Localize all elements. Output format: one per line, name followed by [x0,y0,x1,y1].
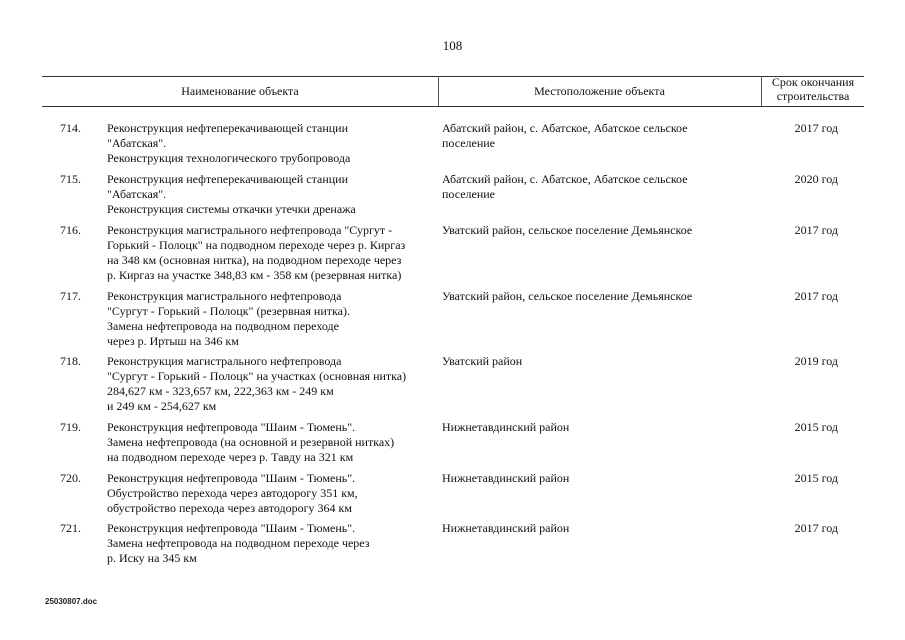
completion-year: 2020 год [794,172,838,186]
object-name-line: и 249 км - 254,627 км [107,399,217,413]
row-number: 718. [60,354,81,368]
completion-year: 2017 год [794,121,838,135]
object-location [442,289,742,304]
object-name-line: Реконструкция нефтепровода "Шаим - Тюмень". [107,420,356,434]
object-name [107,121,437,166]
object-location-line: Уватский район, сельское поселение Демьянское [442,289,693,303]
column-header-term [762,75,864,103]
object-location-line: поселение [442,187,496,201]
object-location [442,471,742,486]
object-name [107,289,437,349]
completion-year: 2015 год [794,420,838,434]
table-header-top-rule [42,76,864,77]
object-location-line: Нижнетавдинский район [442,420,570,434]
completion-year: 2017 год [794,223,838,237]
object-name-line: р. Иску на 345 км [107,551,197,565]
object-name-line: "Абатская". [107,136,167,150]
column-header-term-line: строительства [776,89,850,103]
completion-year: 2017 год [794,521,838,535]
object-name-line: Реконструкция нефтепровода "Шаим - Тюмень". [107,471,356,485]
object-name-line: "Сургут - Горький - Полоцк" (резервная нитка). [107,304,350,318]
column-header-term-line: Срок окончания [771,75,855,89]
column-header-name: Наименование объекта [181,84,299,98]
table-header-bottom-rule [42,106,864,107]
object-name-line: р. Киргаз на участке 348,83 км - 358 км (резервная нитка) [107,268,402,282]
row-number: 717. [60,289,81,303]
completion-year: 2017 год [794,289,838,303]
object-name [107,172,437,217]
object-name-line: "Сургут - Горький - Полоцк" на участках (основная нитка) [107,369,407,383]
object-name-line: Реконструкция магистрального нефтепровода [107,289,342,303]
object-name [107,471,437,516]
completion-year: 2019 год [794,354,838,368]
object-location [442,521,742,536]
object-location-line: Нижнетавдинский район [442,521,570,535]
object-name [107,420,437,465]
object-location [442,420,742,435]
object-location [442,172,742,202]
document-filename: 25030807.doc [45,597,98,606]
object-location-line: Нижнетавдинский район [442,471,570,485]
object-name-line: Реконструкция нефтеперекачивающей станции [107,172,349,186]
row-number: 719. [60,420,81,434]
object-name-line: "Абатская". [107,187,167,201]
object-name-line: обустройство перехода через автодорогу 364 км [107,501,352,515]
object-location-line: Уватский район, сельское поселение Демьянское [442,223,693,237]
row-number: 714. [60,121,81,135]
object-location [442,121,742,151]
object-name-line: Обустройство перехода через автодорогу 351 км, [107,486,358,500]
object-name-line: Реконструкция магистрального нефтепровода [107,354,342,368]
object-location-line: поселение [442,136,496,150]
page-number: 108 [442,38,463,53]
object-name-line: на подводном переходе через р. Тавду на 321 км [107,450,354,464]
row-number: 716. [60,223,81,237]
completion-year: 2015 год [794,471,838,485]
object-name-line: через р. Иртыш на 346 км [107,334,239,348]
column-header-location: Местоположение объекта [534,84,665,98]
object-name-line: Замена нефтепровода (на основной и резервной нитках) [107,435,395,449]
object-location-line: Абатский район, с. Абатское, Абатское сельское [442,172,688,186]
object-location [442,354,742,369]
row-number: 720. [60,471,81,485]
object-location-line: Уватский район [442,354,523,368]
object-name-line: на 348 км (основная нитка), на подводном переходе через [107,253,402,267]
object-name-line: Горький - Полоцк" на подводном переходе через р. Киргаз [107,238,406,252]
object-name-line: Замена нефтепровода на подводном переходе через [107,536,370,550]
object-location [442,223,742,238]
object-name-line: Замена нефтепровода на подводном переходе [107,319,339,333]
object-name-line: Реконструкция нефтеперекачивающей станции [107,121,349,135]
row-number: 715. [60,172,81,186]
object-name [107,521,437,566]
object-location-line: Абатский район, с. Абатское, Абатское сельское [442,121,688,135]
object-name [107,354,437,414]
object-name-line: Реконструкция нефтепровода "Шаим - Тюмень". [107,521,356,535]
row-number: 721. [60,521,81,535]
object-name-line: Реконструкция системы откачки утечки дренажа [107,202,356,216]
object-name-line: 284,627 км - 323,657 км, 222,363 км - 249 км [107,384,334,398]
object-name-line: Реконструкция магистрального нефтепровода "Сургут - [107,223,393,237]
object-name-line: Реконструкция технологического трубопровода [107,151,351,165]
object-name [107,223,437,283]
